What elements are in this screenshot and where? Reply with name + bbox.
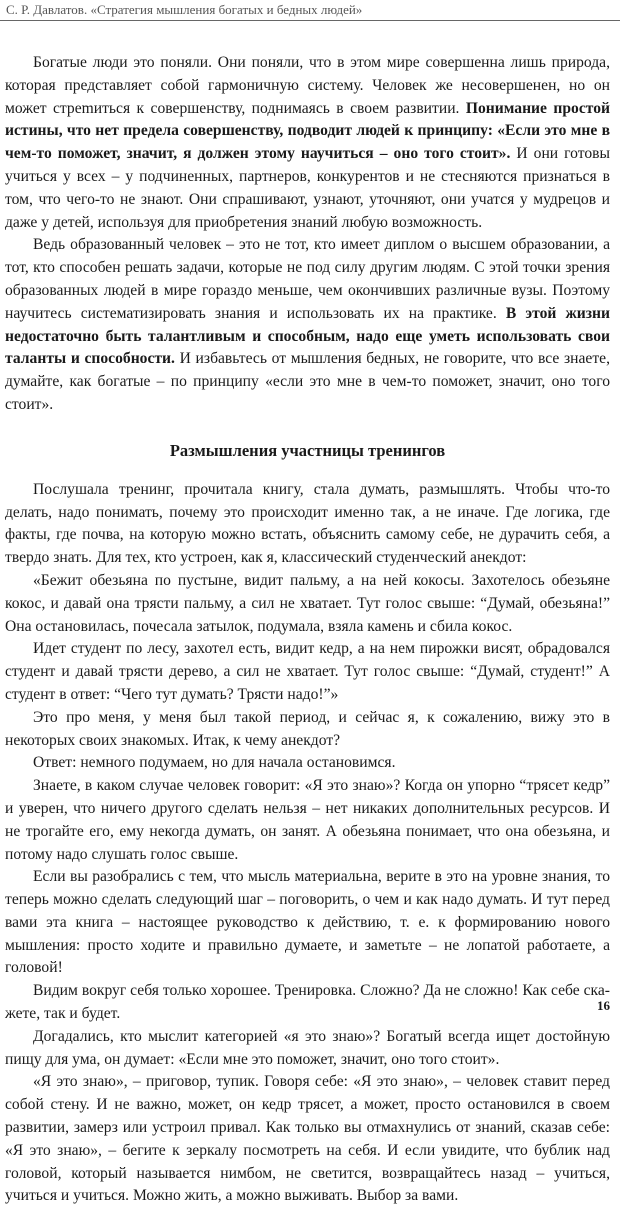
section-heading: Размышления участницы тренингов [169,440,446,460]
running-header: С. Р. Давлатов. «Стратегия мышления богатых и бедных людей» [6,2,363,17]
paragraph: Идет студент по лесу, захотел есть, видит кедр, а на нем пирожки висят, обрадовался студент и давай трясти дерево, а сил не хватает. Тут голос свыше: “Думай, студент!” А студент в ответ: “Чего тут думать? Трясти надо!”» [5,640,610,703]
text-run: Богатые люди это поняли. Они поняли, что в этом мире совершенна лишь природа, которая представляет собой гармоничную систему. Человек же несовершенен, но он может стреmиться к совершенству, поднимаясь в своем развитии. [5,54,610,117]
page-number: 16 [597,998,610,1013]
paragraph [5,234,610,416]
body-text [5,52,610,1208]
paragraph: Знаете, в каком случае человек говорит: «Я это знаю»? Когда он упорно “трясет кедр” и уверен, что ничего другого сделать нельзя – нет никаких дополнительных ресурсов. И не трогайте его, ему некогда думать, он занят. А обезьяна понимает, что она обезьяна, и потому надо слушать голос свыше. [5,777,610,863]
header-rule [0,20,620,21]
text-run: И избавьтесь от мышления бедных, не говорите, что все знаете, думайте, как богатые – по принципу «если это мне в чем-то поможет, значит, оно того стоит». [5,350,610,413]
paragraph: Если вы разобрались с тем, что мысль материальна, верите в это на уровне знания, то теперь можно сделать следующий шаг – поговорить, о чем и как надо думать. И тут перед вами эта книга – настоящее руководство к действию, т. е. к формированию нового мышления: просто ходите и правильно думаете, и заметьте – не лопатой работаете, а головой! [5,868,610,977]
paragraph [5,52,610,234]
paragraph: Видим вокруг себя только хорошее. Тренировка. Сложно? Да не сложно! Как себе скажете, так и будет. [5,982,610,1023]
paragraph: Догадались, кто мыслит категорией «я это знаю»? Богатый всегда ищет достойную пищу для ума, он думает: «Если мне это поможет, значит, оно того стоит». [5,1027,610,1068]
paragraph: Послушала тренинг, прочитала книгу, стала думать, размышлять. Чтобы что-то делать, надо понимать, почему это происходит именно так, а не иначе. Где логика, где факты, где почва, на которую можно встать, объяснить самому себе, не дурачить себя, а твердо знать. Для тех, кто устроен, как я, классический студенческий анекдот: [5,480,610,567]
bold-text-run: Понимание простой истины, что нет предела совершенству, подводит людей к принципу: «Если это мне в чем-то поможет, значит, я должен этому научиться – оно того стоит». [5,99,610,163]
bold-text-run: В этой жизни недостаточно быть талантливым и способным, надо еще уметь использовать свои таланты и способности. [5,304,611,368]
paragraph: Ответ: немного подумаем, но для начала остановимся. [33,754,396,772]
paragraph: «Я это знаю», – приговор, тупик. Говоря себе: «Я это знаю», – человек ставит перед собой стену. И не важно, может, он кедр трясет, а может, просто остановился в своем развитии, замерз или устроил привал. Как только вы отмахнулись от знаний, сказав себе: «Я это знаю», – бегите к зеркалу посмотреть на себя. И если увидите, что бублик над головой, который называется нимбом, не светится, возвращайтесь назад – учиться, учиться и учиться. Можно жить, а можно выживать. Выбор за вами. [5,1073,610,1205]
text-run: И они готовы учиться у всех – у подчиненных, партнеров, конкурентов и не стесняются признаться в том, что чего-то не знают. Они спрашивают, узнают, уточняют, они учатся у мудрецов и даже у детей, используя для приобретения знаний любую возможность. [5,145,610,231]
paragraph: «Бежит обезьяна по пустыне, видит пальму, а на ней кокосы. Захотелось обезьяне кокос, и давай она трясти пальму, а сил не хватает. Тут голос свыше: “Думай, обезьяна!” Она остановилась, почесала затылок, подумала, взяла камень и сбила кокос. [5,571,610,635]
paragraph: Это про меня, у меня был такой период, и сейчас я, к сожалению, вижу это в некоторых своих знакомых. Итак, к чему анекдот? [5,708,610,749]
text-run: Ведь образованный человек – это не тот, кто имеет диплом о высшем образовании, а тот, кто способен решать задачи, которые не под силу другим людям. С этой точки зрения образованных людей в мире гораздо меньше, чем окончивших различные вузы. Поэтому научитесь систематизировать знания и использовать их на практике. [5,236,610,322]
